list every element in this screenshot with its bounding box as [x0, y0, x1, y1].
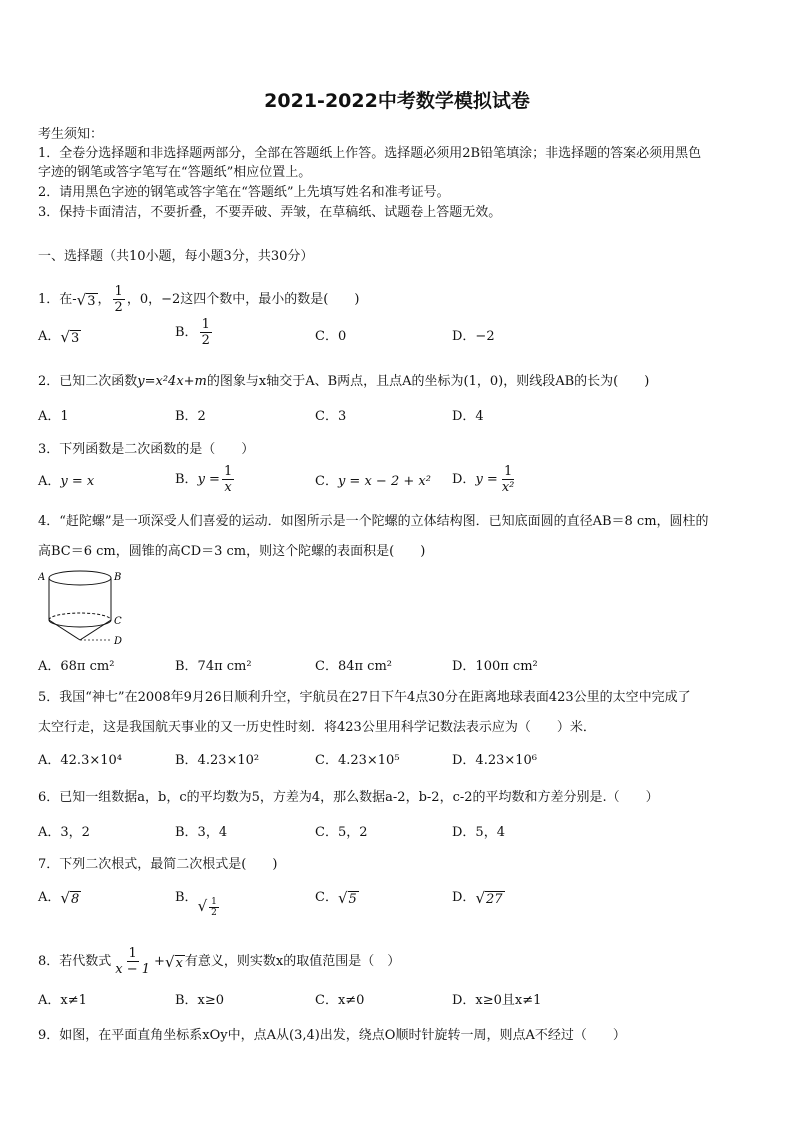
q2-formula: y=x²4x+m: [137, 374, 207, 389]
q2-option-a[interactable]: A．1: [38, 409, 69, 424]
q8-option-c[interactable]: C．x≠0: [315, 993, 365, 1008]
question-5-line-1: 5．我国“神七”在2008年9月26日顺利升空，宇航员在27日下午4点30分在距离地球表面423公里的太空中完成了: [38, 690, 691, 705]
q1-pre: 1．在-: [38, 292, 77, 307]
q5-option-c[interactable]: C．4.23×10⁵: [315, 753, 400, 768]
q4-option-c[interactable]: C．84π cm²: [315, 659, 392, 674]
q2-options: [38, 405, 758, 431]
spinning-top-diagram: [38, 566, 128, 650]
q1-sqrt: √3: [76, 290, 96, 309]
q6-options: [38, 821, 758, 847]
question-6: 6．已知一组数据a，b，c的平均数为5，方差为4，那么数据a-2，b-2，c-2的平均数和方差分别是.（ ）: [38, 790, 659, 805]
question-1: [38, 284, 359, 315]
q5-option-a[interactable]: A．42.3×10⁴: [38, 753, 122, 768]
q8-options: [38, 989, 758, 1015]
q6-option-a[interactable]: A．3，2: [38, 825, 90, 840]
question-7: 7．下列二次根式，最简二次根式是( ): [38, 857, 278, 872]
q1-fraction: $\frac{1}{2}$: [114, 284, 123, 315]
question-5-line-2: 太空行走，这是我国航天事业的又一历史性时刻．将423公里用科学记数法表示应为（ ）米．: [38, 720, 596, 735]
q7-options: [38, 886, 758, 918]
q4-options: [38, 655, 758, 681]
q3-options: [38, 464, 758, 496]
question-3: 3．下列函数是二次函数的是（ ）: [38, 442, 255, 457]
q1-mid: ，: [97, 292, 111, 307]
q4-option-a[interactable]: A．68π cm²: [38, 659, 115, 674]
page-title: 2021-2022中考数学模拟试卷: [264, 90, 530, 112]
q2-option-c[interactable]: C．3: [315, 409, 347, 424]
question-4-line-1: 4．“赶陀螺”是一项深受人们喜爱的运动．如图所示是一个陀螺的立体结构图．已知底面圆的直径AB＝8 cm，圆柱的: [38, 514, 709, 529]
question-9: 9．如图，在平面直角坐标系xOy中，点A从(3,4)出发，绕点O顺时针旋转一周，则点A不经过（ ）: [38, 1028, 626, 1043]
q2-option-d[interactable]: D．4: [452, 409, 484, 424]
q1-option-b[interactable]: B． $\frac{1}{2}$: [175, 317, 210, 348]
q4-option-b[interactable]: B．74π cm²: [175, 659, 252, 674]
q3-option-c[interactable]: C．y = x − 2 + x²: [315, 474, 431, 489]
q1-post: ，0，−2这四个数中，最小的数是( ): [126, 292, 360, 307]
q5-option-d[interactable]: D．4.23×10⁶: [452, 753, 538, 768]
label-c: C: [114, 616, 122, 627]
notice-line-1b: 字迹的钢笔或答字笔写在“答题纸”相应位置上。: [38, 165, 312, 180]
q7-option-a[interactable]: A．√8: [38, 888, 80, 907]
q8-option-d[interactable]: D．x≥0且x≠1: [452, 993, 542, 1008]
question-8: 8．若代数式 $\frac{1}{x - 1}$ +√x 有意义，则实数x的取值范围是（ ）: [38, 946, 401, 977]
q8-option-a[interactable]: A．x≠1: [38, 993, 87, 1008]
q4-option-d[interactable]: D．100π cm²: [452, 659, 538, 674]
q6-option-b[interactable]: B．3，4: [175, 825, 228, 840]
q5-option-b[interactable]: B．4.23×10²: [175, 753, 260, 768]
q3-option-a[interactable]: A．y = x: [38, 474, 95, 489]
q1-option-c[interactable]: C．0: [315, 329, 347, 344]
label-d: D: [114, 636, 123, 647]
label-b: B: [114, 572, 122, 583]
q8-option-b[interactable]: B．x≥0: [175, 993, 225, 1008]
q1-options: [38, 317, 758, 351]
notice-heading: 考生须知：: [38, 127, 104, 142]
spinning-top-figure: [38, 566, 128, 650]
label-a: A: [38, 572, 46, 583]
q7-option-b[interactable]: B．√ $\frac{1}{2}$: [175, 890, 217, 918]
q8-sqrt: √x: [164, 952, 183, 971]
q8-fraction: $\frac{1}{x - 1}$: [115, 946, 151, 977]
q3-option-b[interactable]: B．y = $\frac{1}{x}$: [175, 464, 233, 495]
q3-option-d[interactable]: D．y = $\frac{1}{\text{x²}}$: [452, 464, 515, 495]
q1-option-d[interactable]: D．−2: [452, 329, 495, 344]
q1-option-a[interactable]: A．√3: [38, 327, 80, 346]
q5-options: [38, 749, 758, 775]
notice-line-3: 3．保持卡面清洁，不要折叠，不要弄破、弄皱，在草稿纸、试题卷上答题无效。: [38, 205, 502, 220]
notice-line-1: 1．全卷分选择题和非选择题两部分，全部在答题纸上作答。选择题必须用2B铅笔填涂；非选择题的答案必须用黑色: [38, 146, 702, 161]
question-2: 2．已知二次函数y=x²4x+m的图象与x轴交于A、B两点，且点A的坐标为(1，0)，则线段AB的长为( ): [38, 374, 650, 389]
q7-option-c[interactable]: C．√5: [315, 888, 357, 907]
question-4-line-2: 高BC＝6 cm，圆锥的高CD＝3 cm，则这个陀螺的表面积是( ): [38, 544, 426, 559]
q7-option-d[interactable]: D．√27: [452, 888, 503, 907]
q6-option-c[interactable]: C．5，2: [315, 825, 368, 840]
q6-option-d[interactable]: D．5，4: [452, 825, 505, 840]
notice-line-2: 2．请用黑色字迹的钢笔或答字笔在“答题纸”上先填写姓名和准考证号。: [38, 185, 450, 200]
section-heading: 一、选择题（共10小题，每小题3分，共30分）: [38, 249, 314, 264]
q2-option-b[interactable]: B．2: [175, 409, 206, 424]
